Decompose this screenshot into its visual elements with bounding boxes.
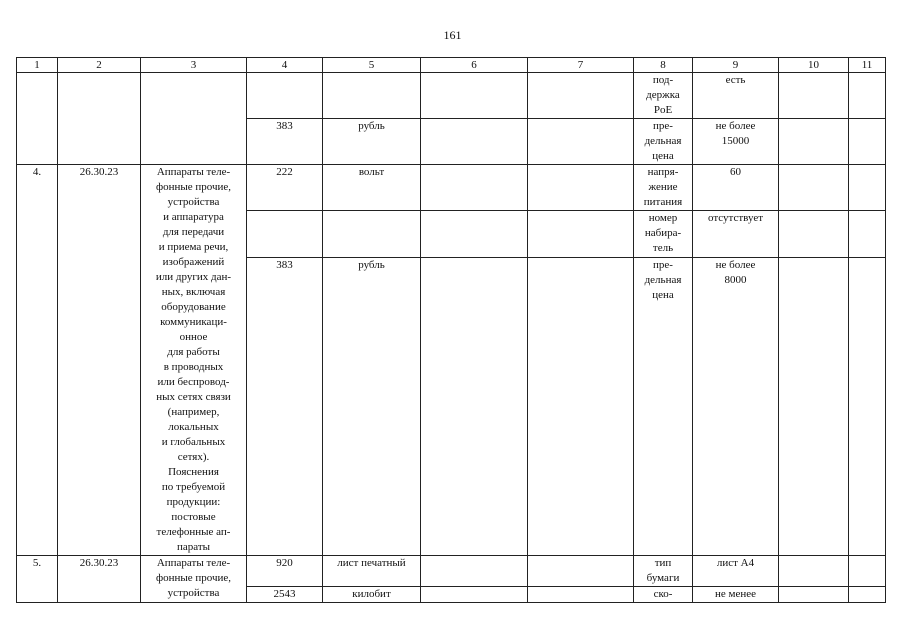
column-number: 11 (849, 58, 886, 73)
cell-empty (17, 73, 58, 165)
value-cell: есть (693, 73, 779, 119)
column-numbers-row (17, 58, 886, 73)
cell-empty (247, 211, 323, 257)
specification-table (16, 57, 886, 603)
column-number: 1 (17, 58, 58, 73)
value-cell: 60 (693, 165, 779, 211)
unit-cell: рубль (323, 119, 421, 165)
cell-empty (141, 73, 247, 165)
cell-empty (528, 587, 634, 603)
cell-empty (849, 211, 886, 257)
cell-empty (849, 556, 886, 587)
okei-code-cell: 920 (247, 556, 323, 587)
cell-empty (779, 556, 849, 587)
cell-empty (849, 257, 886, 555)
item-number-cell: 4. (17, 165, 58, 556)
column-number: 4 (247, 58, 323, 73)
table-row (17, 73, 886, 119)
column-number: 2 (58, 58, 141, 73)
cell-empty (849, 73, 886, 119)
characteristic-cell: под- держка PoE (634, 73, 693, 119)
value-cell: отсутствует (693, 211, 779, 257)
cell-empty (421, 257, 528, 555)
value-cell: не более 8000 (693, 257, 779, 555)
column-number: 7 (528, 58, 634, 73)
unit-cell: вольт (323, 165, 421, 211)
okei-code-cell: 2543 (247, 587, 323, 603)
column-number: 5 (323, 58, 421, 73)
column-number: 9 (693, 58, 779, 73)
okei-code-cell: 222 (247, 165, 323, 211)
okei-code-cell: 383 (247, 257, 323, 555)
column-number: 10 (779, 58, 849, 73)
cell-empty (779, 211, 849, 257)
okpd-code-cell: 26.30.23 (58, 165, 141, 556)
cell-empty (323, 211, 421, 257)
cell-empty (421, 556, 528, 587)
column-number: 6 (421, 58, 528, 73)
cell-empty (779, 257, 849, 555)
item-name-cell: Аппараты теле- фонные прочие, устройства (141, 556, 247, 603)
item-name-cell: Аппараты теле- фонные прочие, устройства и аппаратура для передачи и приема речи, изображений или других дан- ных, включая оборудование коммуникаци- онное для работы в проводных или беспровод- ных сетях связи (например, локальных и глобальных сетях). Пояснения по требуемой продукции: постовые телефонные ап- параты (141, 165, 247, 556)
characteristic-cell: напря- жение питания (634, 165, 693, 211)
unit-cell: килобит (323, 587, 421, 603)
cell-empty (421, 211, 528, 257)
okpd-code-cell: 26.30.23 (58, 556, 141, 603)
page-number: 161 (443, 28, 462, 42)
cell-empty (247, 73, 323, 119)
characteristic-cell: номер набира- тель (634, 211, 693, 257)
cell-empty (779, 165, 849, 211)
table-row (17, 165, 886, 211)
value-cell: лист А4 (693, 556, 779, 587)
cell-empty (421, 119, 528, 165)
cell-empty (528, 257, 634, 555)
unit-cell: рубль (323, 257, 421, 555)
cell-empty (323, 73, 421, 119)
cell-empty (849, 119, 886, 165)
cell-empty (779, 73, 849, 119)
cell-empty (421, 587, 528, 603)
cell-empty (849, 587, 886, 603)
okei-code-cell: 383 (247, 119, 323, 165)
column-number: 8 (634, 58, 693, 73)
cell-empty (421, 165, 528, 211)
characteristic-cell: пре- дельная цена (634, 119, 693, 165)
cell-empty (528, 165, 634, 211)
cell-empty (421, 73, 528, 119)
item-number-cell: 5. (17, 556, 58, 603)
cell-empty (849, 165, 886, 211)
table-row (17, 556, 886, 587)
cell-empty (58, 73, 141, 165)
characteristic-cell: пре- дельная цена (634, 257, 693, 555)
cell-empty (528, 556, 634, 587)
characteristic-cell: ско- (634, 587, 693, 603)
characteristic-cell: тип бумаги (634, 556, 693, 587)
value-cell: не менее (693, 587, 779, 603)
value-cell: не более 15000 (693, 119, 779, 165)
cell-empty (528, 73, 634, 119)
cell-empty (528, 211, 634, 257)
column-number: 3 (141, 58, 247, 73)
unit-cell: лист печатный (323, 556, 421, 587)
cell-empty (528, 119, 634, 165)
cell-empty (779, 587, 849, 603)
cell-empty (779, 119, 849, 165)
